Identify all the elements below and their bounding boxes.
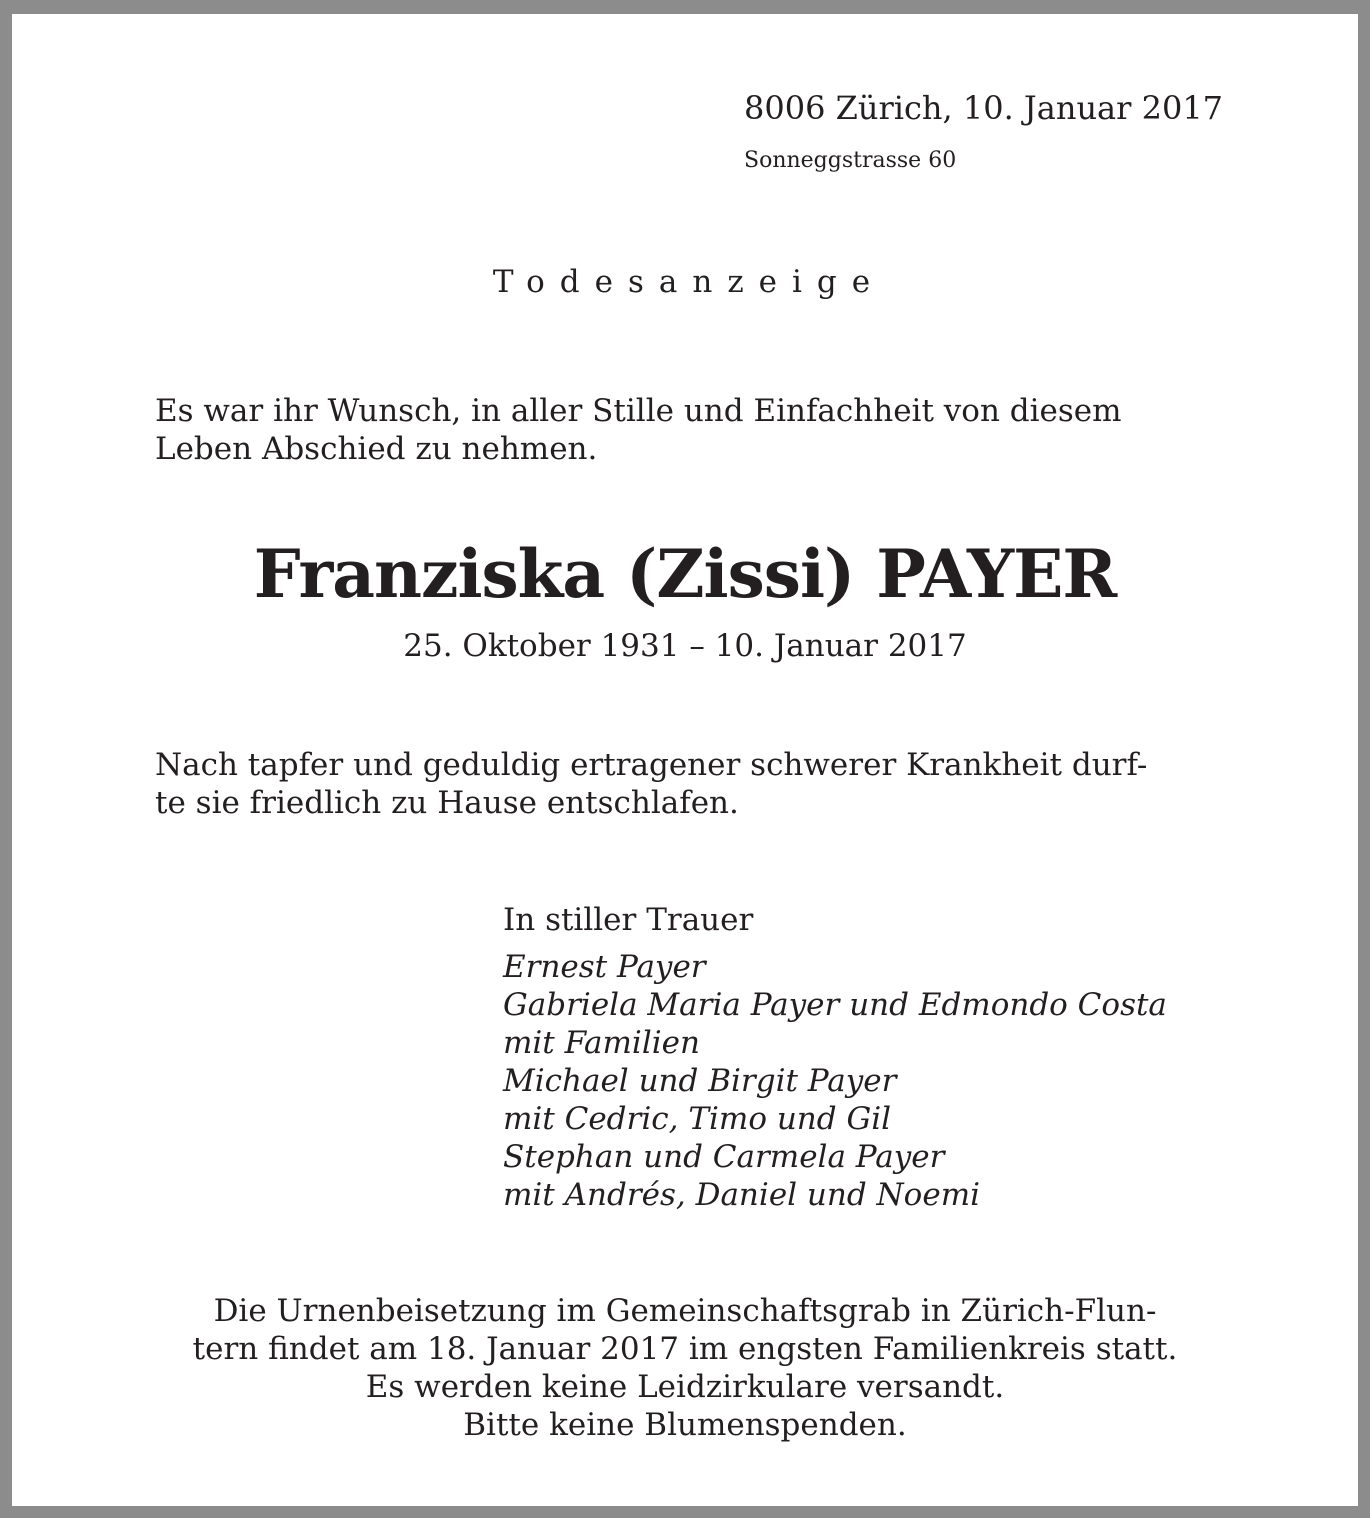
mourner-line: Michael und Birgit Payer [503, 1063, 897, 1099]
closing-line: Es werden keine Leidzirkulare versandt. [365, 1369, 1005, 1405]
closing-line: tern findet am 18. Januar 2017 im engsten Familienkreis statt. [192, 1331, 1178, 1367]
closing-line: Die Urnenbeisetzung im Gemeinschaftsgrab in Zürich-Flun- [213, 1293, 1157, 1329]
illness-text [155, 746, 1147, 822]
illness-line: te sie friedlich zu Hause entschlafen. [155, 785, 739, 821]
place-and-date: 8006 Zürich, 10. Januar 2017 [744, 89, 1224, 127]
mourner-line: mit Andrés, Daniel und Noemi [503, 1177, 981, 1213]
mourner-line: Stephan und Carmela Payer [503, 1139, 945, 1175]
intro-line: Es war ihr Wunsch, in aller Stille und Einfachheit von diesem [155, 393, 1122, 429]
closing-text [0, 1292, 1370, 1444]
mourner-line: mit Familien [503, 1025, 700, 1061]
mourner-line: Ernest Payer [503, 949, 706, 985]
mourners-list [503, 948, 1167, 1214]
closing-line: Bitte keine Blumenspenden. [463, 1407, 907, 1443]
mourning-heading: In stiller Trauer [503, 902, 754, 938]
intro-text [155, 392, 1122, 468]
deceased-name: Franziska (Zissi) PAYER [253, 535, 1117, 613]
address: Sonneggstrasse 60 [744, 148, 957, 173]
intro-line: Leben Abschied zu nehmen. [155, 431, 598, 467]
illness-line: Nach tapfer und geduldig ertragener schwerer Krankheit durf- [155, 747, 1148, 783]
lifespan: 25. Oktober 1931 – 10. Januar 2017 [403, 628, 967, 664]
mourner-line: mit Cedric, Timo und Gil [503, 1101, 892, 1137]
notice-title: Todesanzeige [492, 264, 886, 300]
mourner-line: Gabriela Maria Payer und Edmondo Costa [503, 987, 1167, 1023]
